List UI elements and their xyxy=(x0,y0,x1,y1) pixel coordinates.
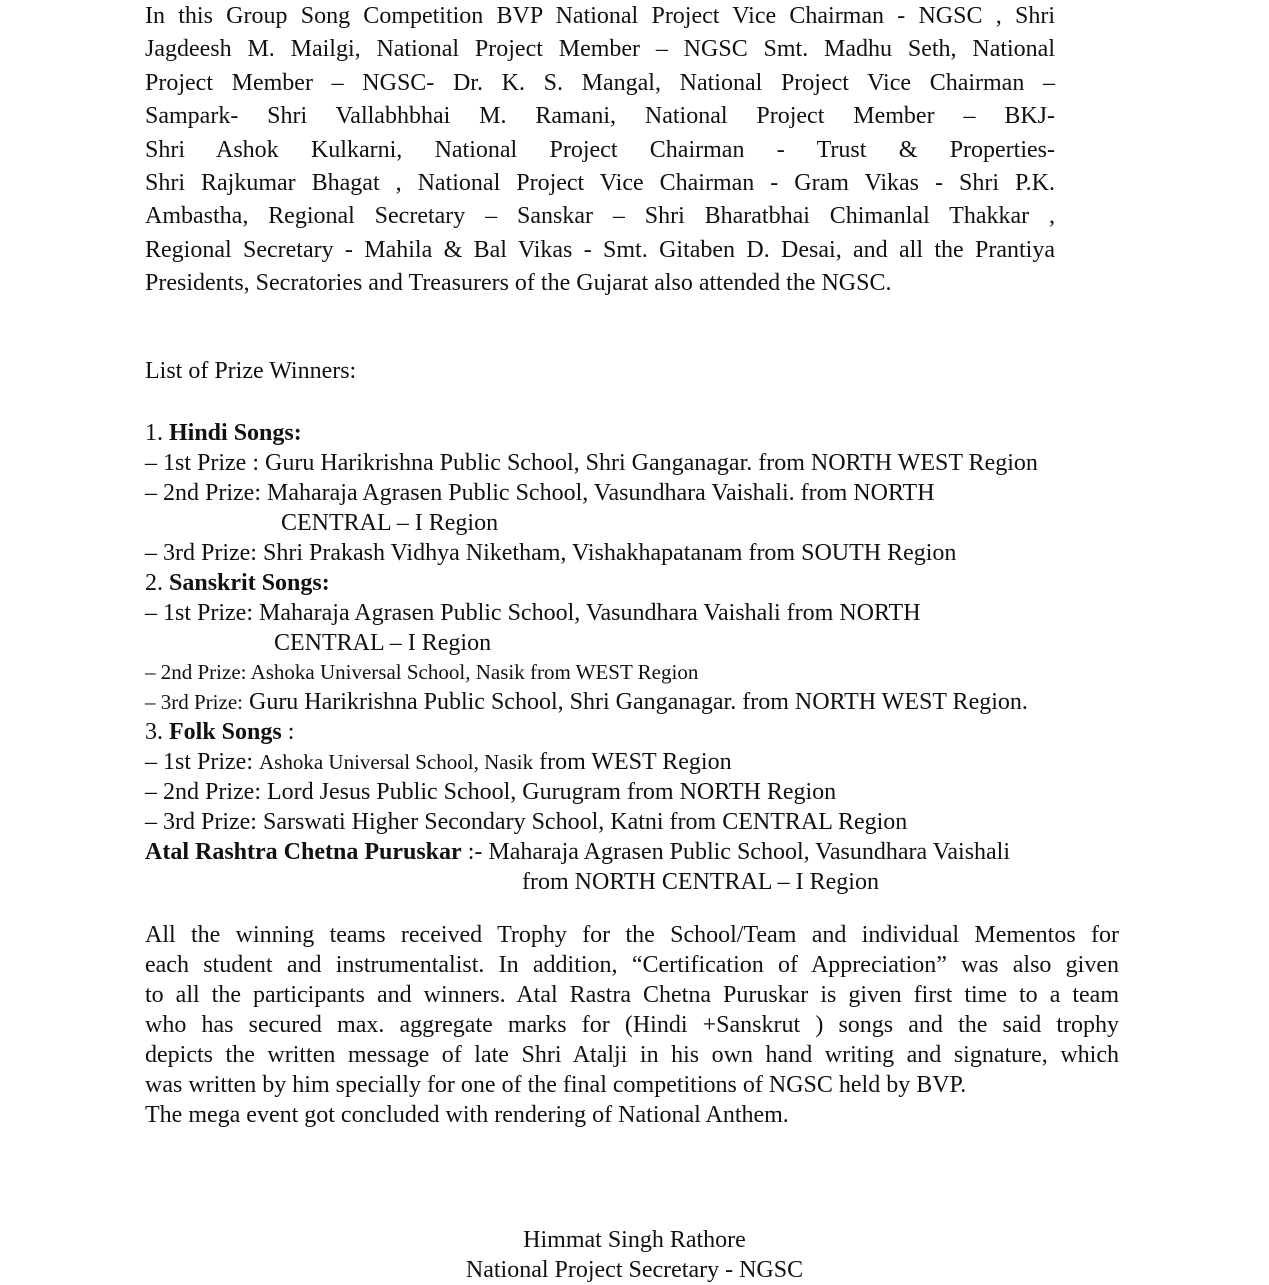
prize-school: Ashoka Universal School, Nasik xyxy=(259,750,534,774)
sanskrit-songs-heading xyxy=(145,568,1145,598)
intro-line: Ambastha, Regional Secretary – Sanskar – Shri Bharatbhai Chimanlal Thakkar , xyxy=(145,203,1055,230)
hindi-first-prize: – 1st Prize : Guru Harikrishna Public School, Shri Ganganagar. from NORTH WEST Region xyxy=(145,450,1038,476)
hindi-songs-heading xyxy=(145,418,1145,448)
prize-prefix: – 3rd Prize: xyxy=(145,690,243,714)
atal-award-winner: :- Maharaja Agrasen Public School, Vasundhara Vaishali xyxy=(461,839,1011,865)
category-title: Hindi Songs: xyxy=(169,420,302,446)
prize-suffix: from WEST Region xyxy=(533,749,732,775)
category-number: 3. xyxy=(145,719,163,745)
intro-line: Presidents, Secratories and Treasurers of the Gujarat also attended the NGSC. xyxy=(145,270,892,297)
atal-award-cont: from NORTH CENTRAL – I Region xyxy=(522,869,879,895)
category-number: 2. xyxy=(145,570,163,596)
folk-songs-heading xyxy=(145,717,1145,747)
closing-line: All the winning teams received Trophy for the School/Team and individual Mementos for xyxy=(145,922,1119,948)
category-title-suffix: : xyxy=(281,719,295,745)
prize-text: Guru Harikrishna Public School, Shri Ganganagar. from NORTH WEST Region. xyxy=(242,689,1028,715)
signatory-name: Himmat Singh Rathore xyxy=(523,1227,746,1253)
sanskrit-first-prize-cont: CENTRAL – I Region xyxy=(274,630,492,656)
signature-block xyxy=(0,1225,1269,1285)
closing-line: who has secured max. aggregate marks for (Hindi +Sanskrut ) songs and the said trophy xyxy=(145,1012,1119,1038)
intro-paragraph xyxy=(145,0,1055,301)
intro-line: Project Member – NGSC- Dr. K. S. Mangal, National Project Vice Chairman – xyxy=(145,69,1055,96)
intro-line: Sampark- Shri Vallabhbhai M. Ramani, National Project Member – BKJ- xyxy=(145,103,1055,130)
prize-prefix: – 1st Prize: xyxy=(145,749,259,775)
closing-line: depicts the written message of late Shri Atalji in his own hand writing and signature, which xyxy=(145,1042,1119,1068)
sanskrit-second-prize: – 2nd Prize: Ashoka Universal School, Nasik from WEST Region xyxy=(145,660,699,684)
closing-paragraph xyxy=(145,920,1119,1130)
signatory-title: National Project Secretary - NGSC xyxy=(465,1257,804,1283)
sanskrit-third-prize xyxy=(145,687,1145,717)
intro-line: Jagdeesh M. Mailgi, National Project Member – NGSC Smt. Madhu Seth, National xyxy=(145,36,1055,63)
intro-line: Shri Ashok Kulkarni, National Project Chairman - Trust & Properties- xyxy=(145,136,1055,163)
folk-third-prize: – 3rd Prize: Sarswati Higher Secondary School, Katni from CENTRAL Region xyxy=(145,809,908,835)
intro-line: Regional Secretary - Mahila & Bal Vikas - Smt. Gitaben D. Desai, and all the Prantiya xyxy=(145,236,1055,263)
prize-winners-list xyxy=(145,418,1145,897)
atal-award-row xyxy=(145,837,1145,867)
hindi-third-prize: – 3rd Prize: Shri Prakash Vidhya Niketham, Vishakhapatanam from SOUTH Region xyxy=(145,540,957,566)
closing-line: was written by him specially for one of the final competitions of NGSC held by BVP. xyxy=(145,1072,967,1098)
hindi-second-prize: – 2nd Prize: Maharaja Agrasen Public School, Vasundhara Vaishali. from NORTH xyxy=(145,480,935,506)
folk-second-prize: – 2nd Prize: Lord Jesus Public School, Gurugram from NORTH Region xyxy=(145,779,837,805)
category-number: 1. xyxy=(145,420,163,446)
prize-winners-heading: List of Prize Winners: xyxy=(145,358,357,384)
closing-line: The mega event got concluded with rendering of National Anthem. xyxy=(145,1102,789,1128)
closing-line: to all the participants and winners. Atal Rastra Chetna Puruskar is given first time to a team xyxy=(145,982,1119,1008)
hindi-second-prize-cont: CENTRAL – I Region xyxy=(281,510,499,536)
sanskrit-first-prize: – 1st Prize: Maharaja Agrasen Public School, Vasundhara Vaishali from NORTH xyxy=(145,600,921,626)
intro-line: Shri Rajkumar Bhagat , National Project Vice Chairman - Gram Vikas - Shri P.K. xyxy=(145,170,1055,197)
closing-line: each student and instrumentalist. In addition, “Certification of Appreciation” was also given xyxy=(145,952,1119,978)
category-title: Sanskrit Songs: xyxy=(169,570,330,596)
category-title: Folk Songs xyxy=(169,719,282,745)
atal-award-title: Atal Rashtra Chetna Puruskar xyxy=(145,839,462,865)
intro-line: In this Group Song Competition BVP National Project Vice Chairman - NGSC , Shri xyxy=(145,3,1055,29)
folk-first-prize xyxy=(145,747,1145,777)
